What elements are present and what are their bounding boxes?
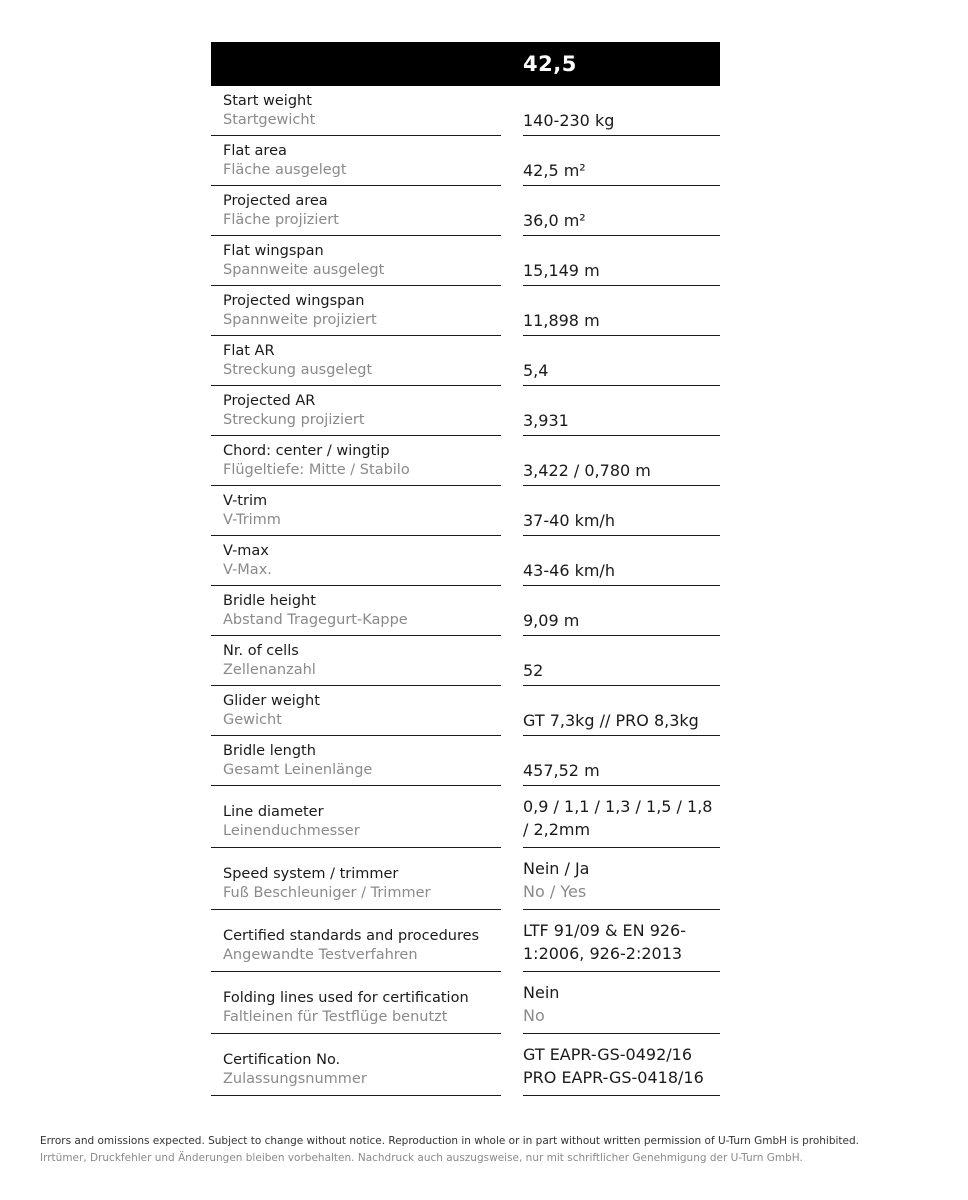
table-row: [211, 486, 720, 536]
table-row: [211, 86, 720, 136]
value-line-1: GT EAPR-GS-0492/16: [523, 1045, 693, 1064]
label-en: V-trim: [223, 493, 268, 509]
glider-size: 42,5: [523, 52, 577, 76]
label-de: Faltleinen für Testflüge benutzt: [223, 1009, 448, 1025]
row-value: [523, 136, 720, 186]
row-label: [211, 386, 501, 436]
value-text: 43-46 km/h: [523, 561, 615, 580]
label-de: Zellenanzahl: [223, 662, 316, 678]
label-en: Speed system / trimmer: [223, 866, 399, 882]
row-label: [211, 536, 501, 586]
label-de: Fläche ausgelegt: [223, 162, 347, 178]
row-value: [523, 286, 720, 336]
table-row: [211, 286, 720, 336]
table-row: [211, 536, 720, 586]
label-de: Gesamt Leinenlänge: [223, 762, 373, 778]
label-de: Abstand Tragegurt-Kappe: [223, 612, 408, 628]
row-value: [523, 386, 720, 436]
disclaimer-footer: [40, 1133, 940, 1167]
table-row: [211, 236, 720, 286]
value-text: 140-230 kg: [523, 111, 615, 130]
table-row: [211, 848, 720, 910]
label-de: Angewandte Testverfahren: [223, 947, 418, 963]
disclaimer-en: Errors and omissions expected. Subject to change without notice. Reproduction in whole or in part without written permission of U-Turn GmbH is prohibited.: [40, 1135, 860, 1147]
label-de: Zulassungsnummer: [223, 1071, 367, 1087]
row-label: [211, 336, 501, 386]
value-text: 36,0 m²: [523, 211, 586, 230]
row-label: [211, 848, 501, 910]
value-line-1: 0,9 / 1,1 / 1,3 / 1,5 / 1,8: [523, 797, 713, 816]
row-label: [211, 736, 501, 786]
row-label: [211, 786, 501, 848]
row-label: [211, 186, 501, 236]
label-en: Flat AR: [223, 343, 275, 359]
row-label: [211, 486, 501, 536]
label-en: Glider weight: [223, 693, 320, 709]
row-value: [523, 536, 720, 586]
label-en: Flat wingspan: [223, 243, 324, 259]
label-de: Fläche projiziert: [223, 212, 339, 228]
row-value: [523, 586, 720, 636]
value-text: 15,149 m: [523, 261, 600, 280]
table-row: [211, 1034, 720, 1096]
row-label: [211, 286, 501, 336]
label-de: Fuß Beschleuniger / Trimmer: [223, 885, 431, 901]
table-row: [211, 436, 720, 486]
label-de: Flügeltiefe: Mitte / Stabilo: [223, 462, 410, 478]
value-line-2: / 2,2mm: [523, 820, 591, 839]
value-line-2: 1:2006, 926-2:2013: [523, 944, 683, 963]
value-line-2: No / Yes: [523, 882, 587, 901]
row-value: [523, 236, 720, 286]
row-label: [211, 686, 501, 736]
row-label: [211, 236, 501, 286]
table-row: [211, 910, 720, 972]
label-de: V-Trimm: [223, 512, 281, 528]
value-line-1: Nein / Ja: [523, 859, 590, 878]
label-de: V-Max.: [223, 562, 272, 578]
row-value: [523, 186, 720, 236]
value-line-2: No: [523, 1006, 545, 1025]
value-text: 5,4: [523, 361, 549, 380]
value-line-1: LTF 91/09 & EN 926-: [523, 921, 687, 940]
label-de: Startgewicht: [223, 112, 316, 128]
row-value: [523, 636, 720, 686]
value-text: 3,422 / 0,780 m: [523, 461, 651, 480]
label-en: Projected area: [223, 193, 328, 209]
value-text: 42,5 m²: [523, 161, 586, 180]
row-value: [523, 686, 720, 736]
table-row: [211, 136, 720, 186]
table-row: [211, 686, 720, 736]
label-en: Certification No.: [223, 1052, 341, 1068]
value-line-2: PRO EAPR-GS-0418/16: [523, 1068, 704, 1087]
row-label: [211, 136, 501, 186]
value-text: GT 7,3kg // PRO 8,3kg: [523, 711, 699, 730]
table-row: [211, 972, 720, 1034]
value-text: 11,898 m: [523, 311, 600, 330]
label-en: Line diameter: [223, 804, 324, 820]
value-text: 9,09 m: [523, 611, 580, 630]
value-line-1: Nein: [523, 983, 560, 1002]
label-de: Streckung projiziert: [223, 412, 365, 428]
label-de: Streckung ausgelegt: [223, 362, 373, 378]
label-en: Folding lines used for certification: [223, 990, 469, 1006]
value-text: 457,52 m: [523, 761, 600, 780]
row-value: [523, 736, 720, 786]
row-value: [523, 910, 720, 972]
label-en: Certified standards and procedures: [223, 928, 480, 944]
table-row: [211, 786, 720, 848]
value-text: 52: [523, 661, 544, 680]
row-value: [523, 848, 720, 910]
row-value: [523, 86, 720, 136]
label-en: Flat area: [223, 143, 287, 159]
label-en: Bridle height: [223, 593, 316, 609]
table-row: [211, 336, 720, 386]
label-en: Start weight: [223, 93, 312, 109]
table-header: [211, 42, 720, 86]
row-value: [523, 336, 720, 386]
row-label: [211, 1034, 501, 1096]
row-value: [523, 436, 720, 486]
value-text: 3,931: [523, 411, 569, 430]
label-de: Leinenduchmesser: [223, 823, 360, 839]
label-en: Projected AR: [223, 393, 316, 409]
row-label: [211, 436, 501, 486]
row-value: [523, 972, 720, 1034]
label-en: Projected wingspan: [223, 293, 365, 309]
table-row: [211, 186, 720, 236]
label-en: Nr. of cells: [223, 643, 299, 659]
label-en: Bridle length: [223, 743, 316, 759]
row-label: [211, 586, 501, 636]
label-en: V-max: [223, 543, 269, 559]
table-row: [211, 386, 720, 436]
spec-table: [211, 42, 720, 1096]
label-de: Spannweite ausgelegt: [223, 262, 385, 278]
row-label: [211, 972, 501, 1034]
row-value: [523, 1034, 720, 1096]
row-value: [523, 486, 720, 536]
table-row: [211, 586, 720, 636]
table-row: [211, 736, 720, 786]
value-text: 37-40 km/h: [523, 511, 615, 530]
disclaimer-de: Irrtümer, Druckfehler und Änderungen bleiben vorbehalten. Nachdruck auch auszugsweise, nur mit schriftlicher Genehmigung der U-Turn GmbH.: [40, 1152, 803, 1164]
label-de: Gewicht: [223, 712, 282, 728]
row-label: [211, 910, 501, 972]
label-en: Chord: center / wingtip: [223, 443, 390, 459]
row-value: [523, 786, 720, 848]
row-label: [211, 86, 501, 136]
table-row: [211, 636, 720, 686]
row-label: [211, 636, 501, 686]
label-de: Spannweite projiziert: [223, 312, 377, 328]
